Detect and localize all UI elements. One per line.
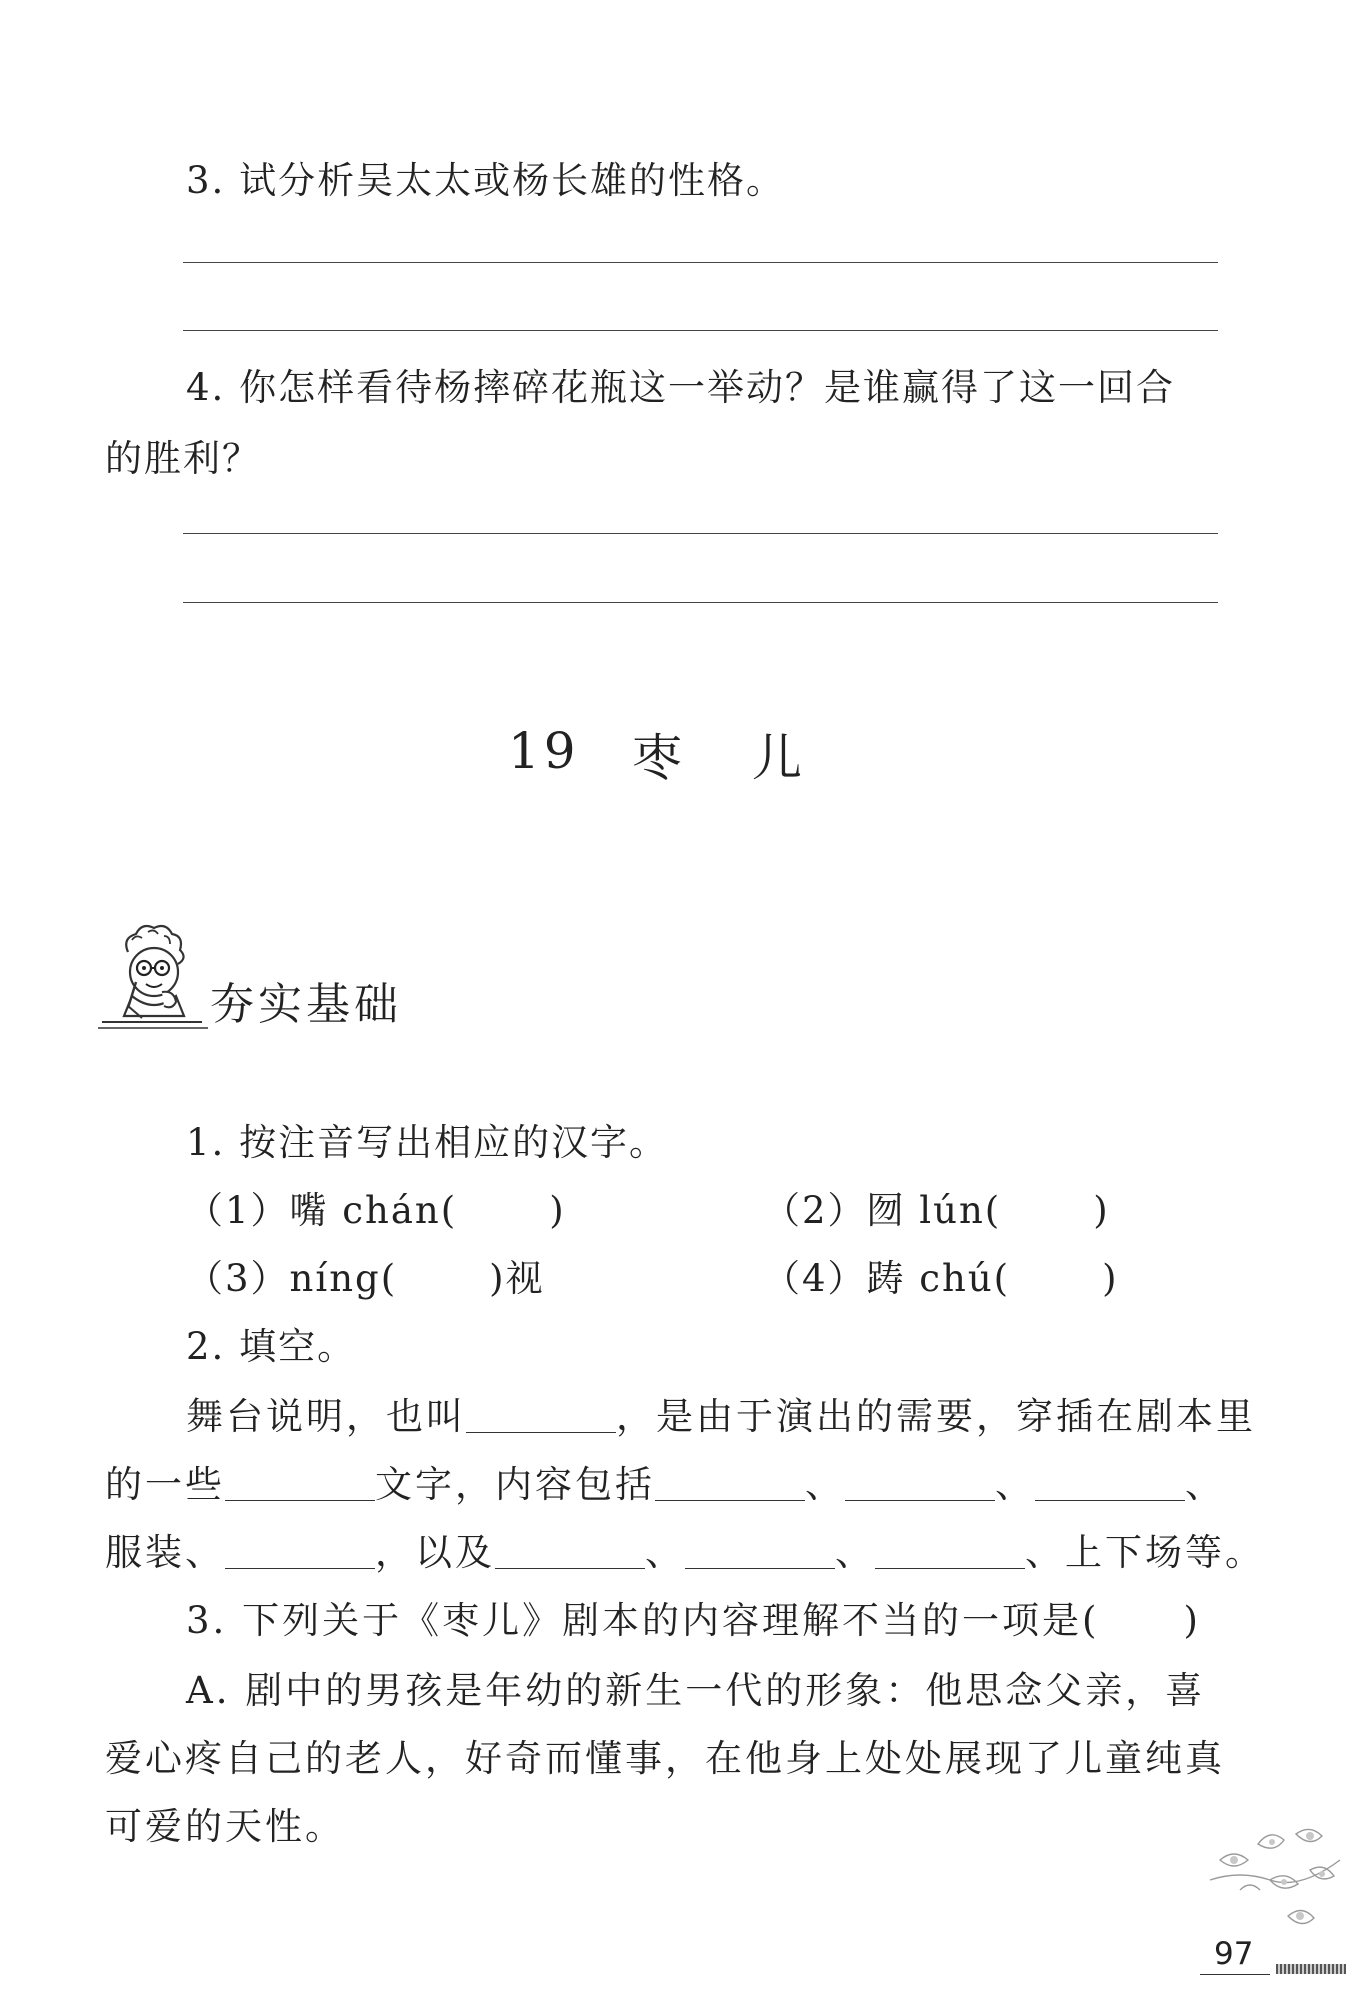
q1-prompt: 1. 按注音写出相应的汉字。 [186,1121,669,1164]
q3-prompt-tail: ) [1183,1599,1201,1642]
q1-item-tail: )视 [489,1257,545,1300]
q2-prompt: 2. 填空。 [186,1325,357,1368]
q3-option-a-line2: 爱心疼自己的老人，好奇而懂事，在他身上处处展现了儿童纯真 [105,1737,1225,1780]
answer-line [183,330,1218,331]
answer-line [183,262,1218,263]
q1-item-1 [186,1180,566,1234]
q2-line-1 [186,1386,1256,1440]
fill-blank[interactable] [685,1534,835,1569]
q1-item-label: （1）嘴 chán( [186,1189,458,1232]
q1-item-tail: ) [549,1189,566,1232]
q2-text: 舞台说明，也叫 [186,1395,466,1438]
fill-blank[interactable] [495,1534,645,1569]
page-number-underline [1200,1974,1270,1975]
q2-text: 的一些 [105,1463,225,1506]
q3-prompt [186,1590,1201,1644]
q3-option-a-line1: A. 剧中的男孩是年幼的新生一代的形象：他思念父亲，喜 [186,1669,1206,1712]
q3-option-a-line3: 可爱的天性。 [105,1805,345,1848]
answer-line [183,533,1218,534]
fill-blank[interactable] [225,1534,375,1569]
q2-text: ，是由于演出的需要，穿插在剧本里 [616,1395,1256,1438]
q2-text: 服装、 [105,1531,225,1574]
page-edge-bar [1276,1964,1346,1974]
q2-separator: 、 [995,1463,1035,1506]
question-4-line1: 4. 你怎样看待杨摔碎花瓶这一举动？是谁赢得了这一回合 [186,366,1176,409]
q2-text: 、上下场等。 [1025,1531,1265,1574]
q1-item-label: （3）níng( [186,1257,398,1300]
fill-blank[interactable] [655,1466,805,1501]
q1-item-3 [186,1248,545,1302]
question-3-analysis: 3. 试分析吴太太或杨长雄的性格。 [186,159,786,202]
chapter-title-char2: 儿 [752,729,806,787]
q3-prompt-text: 3. 下列关于《枣儿》剧本的内容理解不当的一项是( [186,1599,1100,1642]
q1-item-label: （2）囫 lún( [763,1189,1002,1232]
fill-blank[interactable] [1035,1466,1185,1501]
answer-line [183,602,1218,603]
q2-line-2 [105,1454,1225,1508]
decorative-leaf-icon [1200,1820,1346,1950]
q1-item-tail: ) [1093,1189,1110,1232]
q1-item-4 [763,1248,1119,1302]
q1-item-2 [763,1180,1110,1234]
fill-blank[interactable] [845,1466,995,1501]
teacher-cartoon-icon [98,922,208,1032]
q2-line-3 [105,1522,1265,1576]
chapter-title-char1: 枣 [632,729,686,787]
q1-item-tail: ) [1102,1257,1119,1300]
q2-separator: 、 [1185,1463,1225,1506]
fill-blank[interactable] [225,1466,375,1501]
page-number: 97 [1214,1936,1254,1972]
q2-text: 文字，内容包括 [375,1463,655,1506]
question-4-line2: 的胜利？ [105,437,261,480]
section-title: 夯实基础 [210,979,402,1030]
q1-item-label: （4）踌 chú( [763,1257,1011,1300]
q2-separator: 、 [835,1531,875,1574]
fill-blank[interactable] [466,1398,616,1433]
q2-text: ，以及 [375,1531,495,1574]
q2-separator: 、 [645,1531,685,1574]
fill-blank[interactable] [875,1534,1025,1569]
chapter-number: 19 [508,722,580,780]
q2-separator: 、 [805,1463,845,1506]
